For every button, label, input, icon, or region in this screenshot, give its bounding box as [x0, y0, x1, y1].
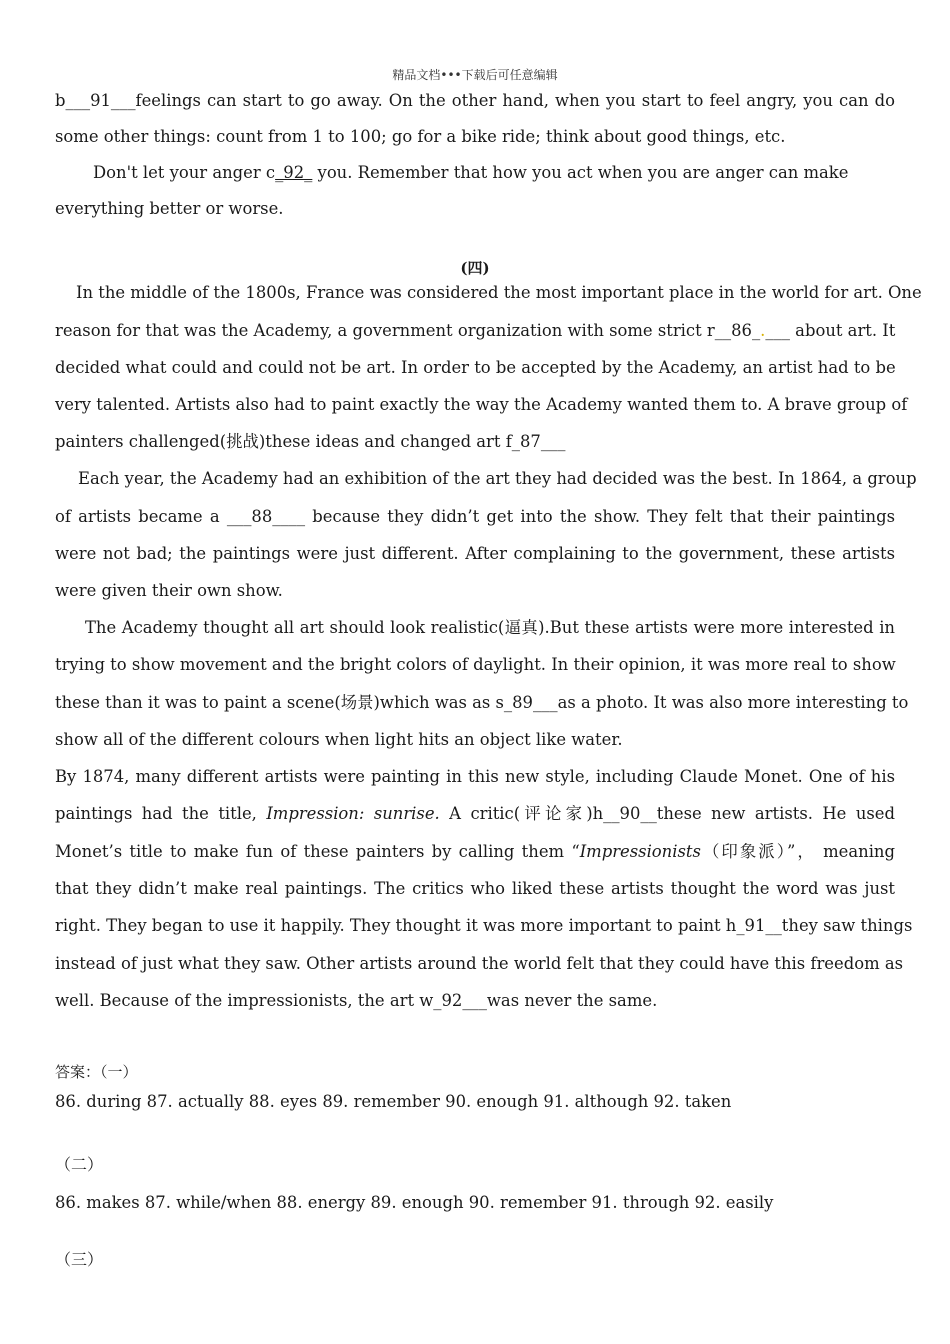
paragraph-line: decided what could and could not be art. In order to be accepted by the Academy, an artist had to be: [55, 358, 896, 377]
paragraph-line: By 1874, many different artists were painting in this new style, including Claude Monet. One of his: [55, 767, 895, 786]
paragraph-line: very talented. Artists also had to paint exactly the way the Academy wanted them to. A brave group of: [55, 395, 908, 414]
answers-label-2: （二）: [55, 1155, 104, 1174]
paragraph-line: right. They began to use it happily. They thought it was more important to paint h_91__they saw things: [55, 916, 913, 935]
paragraph-line: some other things: count from 1 to 100; go for a bike ride; think about good things, etc.: [55, 127, 786, 146]
paragraph-line: that they didn’t make real paintings. The critics who liked these artists thought the word was just: [55, 879, 895, 898]
paragraph-line: In the middle of the 1800s, France was considered the most important place in the world for art. One: [76, 283, 922, 302]
paragraph-line: Monet’s title to make fun of these painters by calling them “Impressionists（印象派）”， meaning: [55, 842, 895, 861]
section-title: (四): [460, 259, 490, 277]
blank-92: _92_: [275, 163, 313, 182]
paragraph-line: painters challenged(挑战)these ideas and changed art f_87___: [55, 432, 566, 451]
paragraph-line: were not bad; the paintings were just different. After complaining to the government, these artists: [55, 544, 895, 563]
paragraph-line: instead of just what they saw. Other artists around the world felt that they could have this freedom as: [55, 954, 903, 973]
paragraph-line: reason for that was the Academy, a government organization with some strict r__86_.___ about art. It: [55, 321, 896, 340]
paragraph-line: b___91___feelings can start to go away. On the other hand, when you start to feel angry, you can do: [55, 91, 895, 110]
paragraph-line: these than it was to paint a scene(场景)which was as s_89___as a photo. It was also more interesting to: [55, 693, 909, 712]
paragraph-line: trying to show movement and the bright colors of daylight. In their opinion, it was more real to show: [55, 655, 896, 674]
paragraph-line: of artists became a ___88____ because they didn’t get into the show. They felt that their paintings: [55, 507, 895, 526]
answers-section-1: 86. during 87. actually 88. eyes 89. remember 90. enough 91. although 92. taken: [55, 1092, 732, 1111]
paragraph-line: everything better or worse.: [55, 199, 284, 218]
paragraph-line: were given their own show.: [55, 581, 283, 600]
painting-title: Impression: sunrise.: [266, 804, 440, 823]
paragraph-line: paintings had the title, Impression: sunrise. A critic(评论家)h__90__these new artists. He used: [55, 804, 895, 823]
answers-section-2: 86. makes 87. while/when 88. energy 89. enough 90. remember 91. through 92. easily: [55, 1193, 774, 1212]
paragraph-line: Each year, the Academy had an exhibition of the art they had decided was the best. In 1864, a group: [78, 469, 917, 488]
page-header: 精品文档•••下载后可任意编辑: [392, 68, 558, 82]
answers-heading: 答案：（一）: [55, 1063, 138, 1081]
paragraph-line: Don't let your anger c_92_ you. Remember that how you act when you are anger can make: [93, 163, 849, 182]
answers-label-3: （三）: [55, 1250, 104, 1269]
paragraph-line: well. Because of the impressionists, the art w_92___was never the same.: [55, 991, 658, 1010]
paragraph-line: The Academy thought all art should look realistic(逼真).But these artists were more interested in: [85, 618, 895, 637]
impressionists-term: Impressionists: [579, 842, 701, 861]
paragraph-line: show all of the different colours when light hits an object like water.: [55, 730, 623, 749]
